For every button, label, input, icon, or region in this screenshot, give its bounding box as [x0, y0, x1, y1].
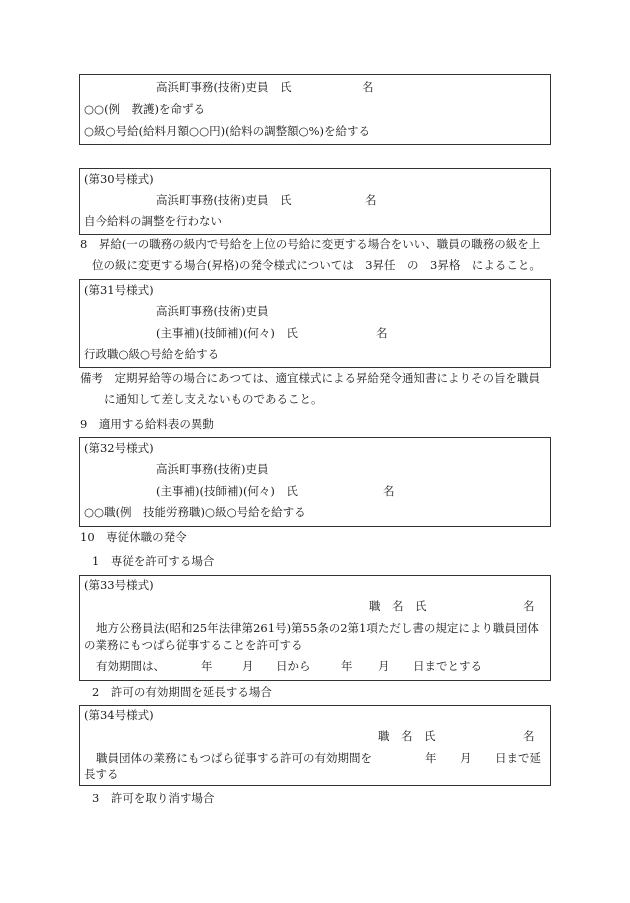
form-34-box [79, 705, 551, 786]
form-31-subtitle: (主事補)(技師補)(何々) 氏 [156, 326, 298, 340]
form-34-label: (第34号様式) [84, 708, 154, 722]
box-top-title: 高浜町事務(技術)吏員 氏 [156, 80, 292, 94]
form-34-body1-year: 年 [425, 751, 437, 765]
form-33-box [79, 575, 551, 681]
form-34-body1-lead: 職員団体の業務にもつぱら従事する許可の有効期間を [96, 751, 372, 765]
form-33-period-year1: 年 [201, 659, 213, 673]
remark-line2: に通知して差し支えないものであること。 [104, 392, 323, 406]
form-30-body: 自今給料の調整を行わない [84, 214, 222, 228]
form-33-period-month2: 月 [378, 659, 390, 673]
form-32-box [79, 437, 551, 527]
form-31-name: 名 [376, 326, 388, 340]
form-34-body2: 長する [84, 767, 119, 781]
box-top-line3: ○級○号給(給料月額○○円)(給料の調整額○%)を給する [84, 124, 371, 138]
form-34-position: 職 名 氏 [378, 729, 436, 743]
section-8-line2: 位の級に変更する場合(昇格)の発令様式については 3昇任 の 3昇格 によること。 [92, 258, 541, 272]
box-top-line2: ○○(例 教護)を命ずる [84, 102, 206, 116]
form-30-name: 名 [365, 193, 377, 207]
section-8-line1: 8 昇給(一の職務の級内で号給を上位の号給に変更する場合をいい、職員の職務の級を上 [80, 237, 541, 251]
form-32-subtitle: (主事補)(技師補)(何々) 氏 [156, 484, 298, 498]
form-31-body: 行政職○級○号給を給する [84, 347, 220, 361]
form-34-name: 名 [523, 729, 535, 743]
section-10-sub2: 2 許可の有効期間を延長する場合 [92, 685, 272, 699]
form-32-label: (第32号様式) [84, 441, 154, 455]
form-32-name: 名 [383, 484, 395, 498]
form-34-body1-end: 日まで延 [495, 751, 541, 765]
form-34-body1-month: 月 [460, 751, 472, 765]
form-32-title: 高浜町事務(技術)吏員 [156, 462, 269, 476]
remark-line1: 備考 定期昇給等の場合にあつては、適宜様式による昇給発令通知書によりその旨を職員 [80, 371, 540, 385]
section-10-sub1: 1 専従を許可する場合 [92, 554, 215, 568]
form-33-body1: 地方公務員法(昭和25年法律第261号)第55条の2第1項ただし書の規定により職員団体 [96, 621, 539, 635]
form-33-period-lead: 有効期間は、 [96, 659, 165, 673]
section-9-heading: 9 適用する給料表の異動 [80, 417, 214, 431]
form-31-title: 高浜町事務(技術)吏員 [156, 304, 269, 318]
form-31-label: (第31号様式) [84, 283, 154, 297]
form-33-label: (第33号様式) [84, 578, 154, 592]
form-31-box [79, 279, 551, 368]
form-30-title: 高浜町事務(技術)吏員 氏 [156, 193, 292, 207]
form-30-box [79, 168, 551, 235]
form-33-period-year2: 年 [341, 659, 353, 673]
section-10-heading: 10 専従休職の発令 [80, 530, 187, 544]
form-33-body2: の業務にもつぱら従事することを許可する [84, 638, 303, 652]
form-33-position: 職 名 氏 [369, 599, 427, 613]
form-box-top [79, 74, 551, 145]
box-top-name: 名 [362, 80, 374, 94]
form-33-name: 名 [523, 599, 535, 613]
form-33-period-day2: 日までとする [413, 659, 482, 673]
form-33-period-day1: 日から [276, 659, 311, 673]
form-33-period-month1: 月 [242, 659, 254, 673]
form-30-label: (第30号様式) [84, 172, 154, 186]
section-10-sub3: 3 許可を取り消す場合 [92, 791, 215, 805]
form-32-body: ○○職(例 技能労務職)○級○号給を給する [84, 505, 306, 519]
